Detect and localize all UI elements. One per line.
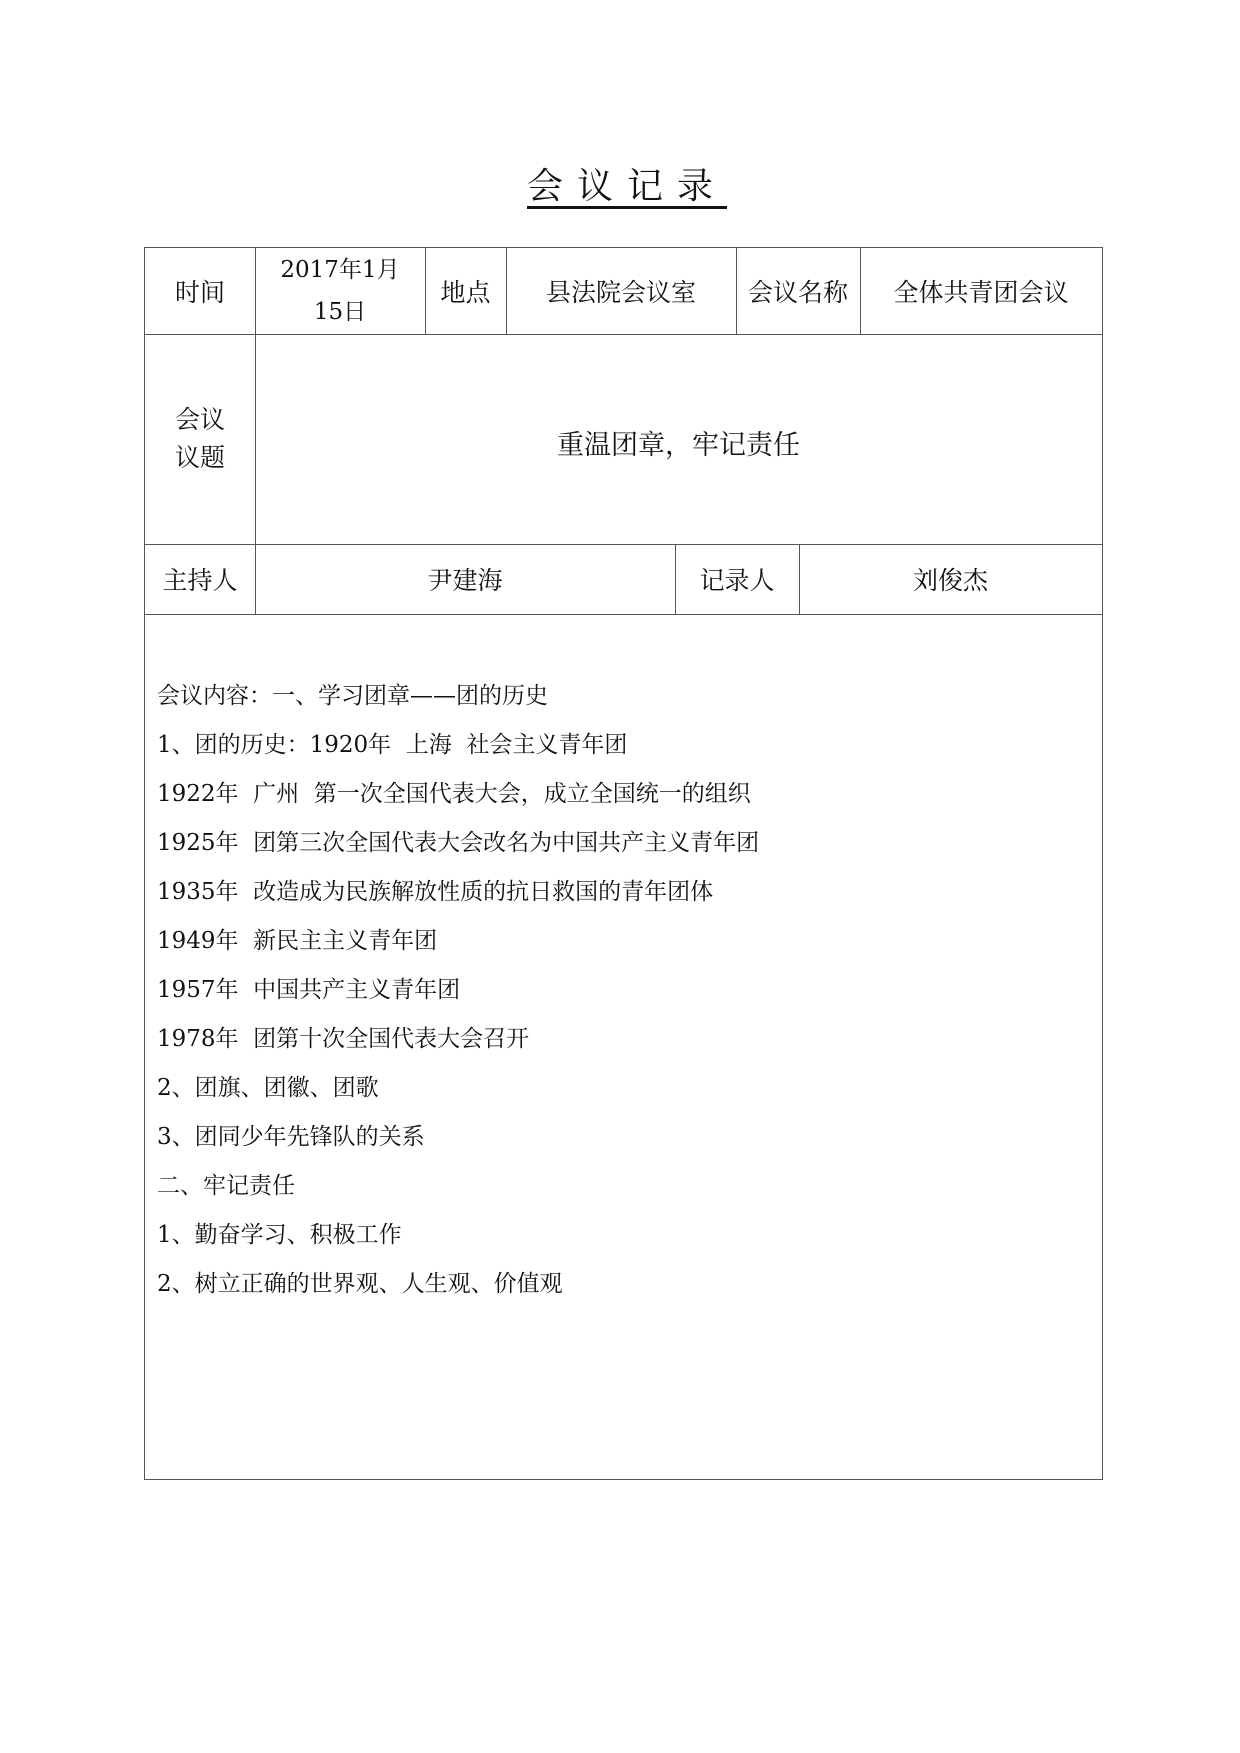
time-value (255, 248, 425, 334)
content-line: 2、树立正确的世界观、人生观、价值观 (157, 1271, 563, 1297)
meeting-content-area (145, 614, 1102, 1479)
content-line: 1、团的历史：1920年 上海 社会主义青年团 (157, 732, 628, 758)
content-line: 2、团旗、团徽、团歌 (157, 1075, 379, 1101)
place-value: 县法院会议室 (545, 278, 696, 307)
content-lead-label: 会议内容： (157, 683, 272, 709)
time-value-line2: 15日 (313, 299, 367, 325)
time-label: 时间 (174, 278, 225, 307)
content-line: 1922年 广州 第一次全国代表大会，成立全国统一的组织 (157, 781, 751, 807)
host-label: 主持人 (162, 566, 238, 595)
time-value-line1: 2017年1月 (280, 257, 400, 283)
topic-label (145, 334, 255, 544)
document-title-text: 会议记录 (526, 166, 727, 207)
meeting-content (157, 676, 759, 1313)
content-lead-line (157, 676, 759, 725)
topic-value: 重温团章，牢记责任 (557, 429, 800, 461)
topic-label-line1: 会议 (174, 405, 225, 434)
document-title (0, 158, 1240, 209)
content-line: 二、牢记责任 (157, 1173, 295, 1199)
content-line: 3、团同少年先锋队的关系 (157, 1124, 425, 1150)
content-line: 1978年 团第十次全国代表大会召开 (157, 1026, 530, 1052)
meeting-record-table (144, 247, 1103, 1480)
content-line: 1925年 团第三次全国代表大会改名为中国共产主义青年团 (157, 830, 760, 856)
content-line: 1957年 中国共产主义青年团 (157, 977, 461, 1003)
meeting-name-label: 会议名称 (747, 278, 848, 307)
place-label: 地点 (440, 278, 491, 307)
content-line: 1、勤奋学习、积极工作 (157, 1222, 402, 1248)
topic-label-line2: 议题 (174, 443, 225, 472)
content-lead-text: 一、学习团章——团的历史 (272, 683, 548, 709)
content-line: 1935年 改造成为民族解放性质的抗日救国的青年团体 (157, 879, 714, 905)
recorder-value: 刘俊杰 (912, 566, 988, 595)
content-line: 1949年 新民主主义青年团 (157, 928, 438, 954)
meeting-name-value: 全体共青团会议 (893, 278, 1069, 307)
recorder-label: 记录人 (699, 566, 775, 595)
host-value: 尹建海 (427, 566, 503, 595)
